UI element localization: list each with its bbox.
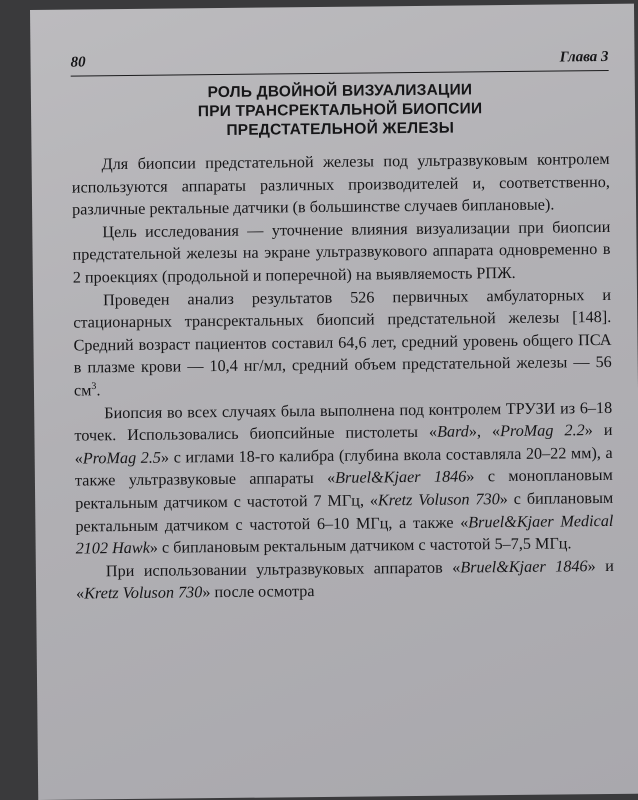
paragraph-text: » с бипланoвым ректальным датчиком с частотой 6–10 МГц, а также « bbox=[75, 488, 614, 536]
paragraph-text: », « bbox=[468, 422, 501, 441]
heading-line: ПРИ ТРАНСРЕКТАЛЬНОЙ БИОПСИИ bbox=[197, 100, 483, 121]
paragraph-5 bbox=[76, 555, 614, 606]
book-page bbox=[30, 4, 638, 800]
paragraph-2: Цель исследования — уточнение влияния визуализации при биопсии предстательной железы на экране ультразвукового аппарата одновременно в 2 проекциях (продольной и поперечной) на выявляемость РПЖ. bbox=[72, 217, 611, 287]
device-name: ProMag 2.2 bbox=[499, 421, 585, 441]
device-name: Bard bbox=[436, 422, 469, 441]
paragraph-text: » и « bbox=[76, 556, 614, 603]
paragraph-text: При использовании ультразвуковых аппаратов « bbox=[105, 558, 461, 580]
superscript: 3 bbox=[91, 380, 97, 392]
paragraph-text: Проведен анализ результатов 526 первичных амбулаторных и стационарных трансректальных биопсий предстательной железы [148]. Средний возраст пациентов составил 64,6 лет, средний уровень общего ПСА в плазме крови — 10,4 нг/мл, средний объем предстательной железы — 56 см bbox=[73, 285, 612, 400]
paragraph-text: » с бипланoвым ректальным датчиком с частотой 5–7,5 МГц. bbox=[149, 534, 572, 557]
chapter-label: Глава 3 bbox=[559, 48, 609, 66]
paragraph-text: » с монoплановым ректальным датчиком с частотой 7 МГц, « bbox=[75, 466, 613, 513]
paragraph-4 bbox=[74, 396, 614, 560]
device-name: Kretz Voluson 730 bbox=[84, 583, 203, 603]
heading-line: РОЛЬ ДВОЙНОЙ ВИЗУАЛИЗАЦИИ bbox=[207, 81, 473, 102]
paragraph-text: . bbox=[96, 381, 101, 400]
device-name: Bruel&Kjaer 1846 bbox=[335, 467, 467, 488]
device-name: ProMag 2.5 bbox=[82, 448, 162, 468]
running-head bbox=[70, 40, 608, 77]
paragraph-3 bbox=[73, 283, 612, 402]
heading-line: ПРЕДСТАТЕЛЬНОЙ ЖЕЛЕЗЫ bbox=[226, 119, 455, 139]
paragraph-text: » после осмотра bbox=[202, 582, 315, 602]
paragraph-text: Биопсия во всех случаях была выполнена под контролем ТРУЗИ из 6–18 точек. Использовались биопсийные пистолеты « bbox=[74, 398, 613, 445]
paragraph-text: » с иглами 18-го калибра (глубина вкола составляла 20–22 мм), а также ультразвуковые аппараты « bbox=[74, 443, 613, 490]
device-name: Bruel&Kjaer 1846 bbox=[460, 556, 588, 577]
page-number: 80 bbox=[70, 54, 86, 71]
device-name: Bruel&Kjaer Medical 2102 Hawk bbox=[75, 511, 614, 558]
device-name: Kretz Voluson 730 bbox=[377, 490, 500, 510]
section-heading bbox=[71, 79, 610, 142]
paragraph-1: Для биопсии предстательной железы под ультразвуковым контролем используются аппараты различных производителей и, соответственно, различные ректальные датчики (в большинстве случаев бипланoвые). bbox=[71, 149, 610, 219]
paragraph-text: » и « bbox=[74, 421, 613, 468]
